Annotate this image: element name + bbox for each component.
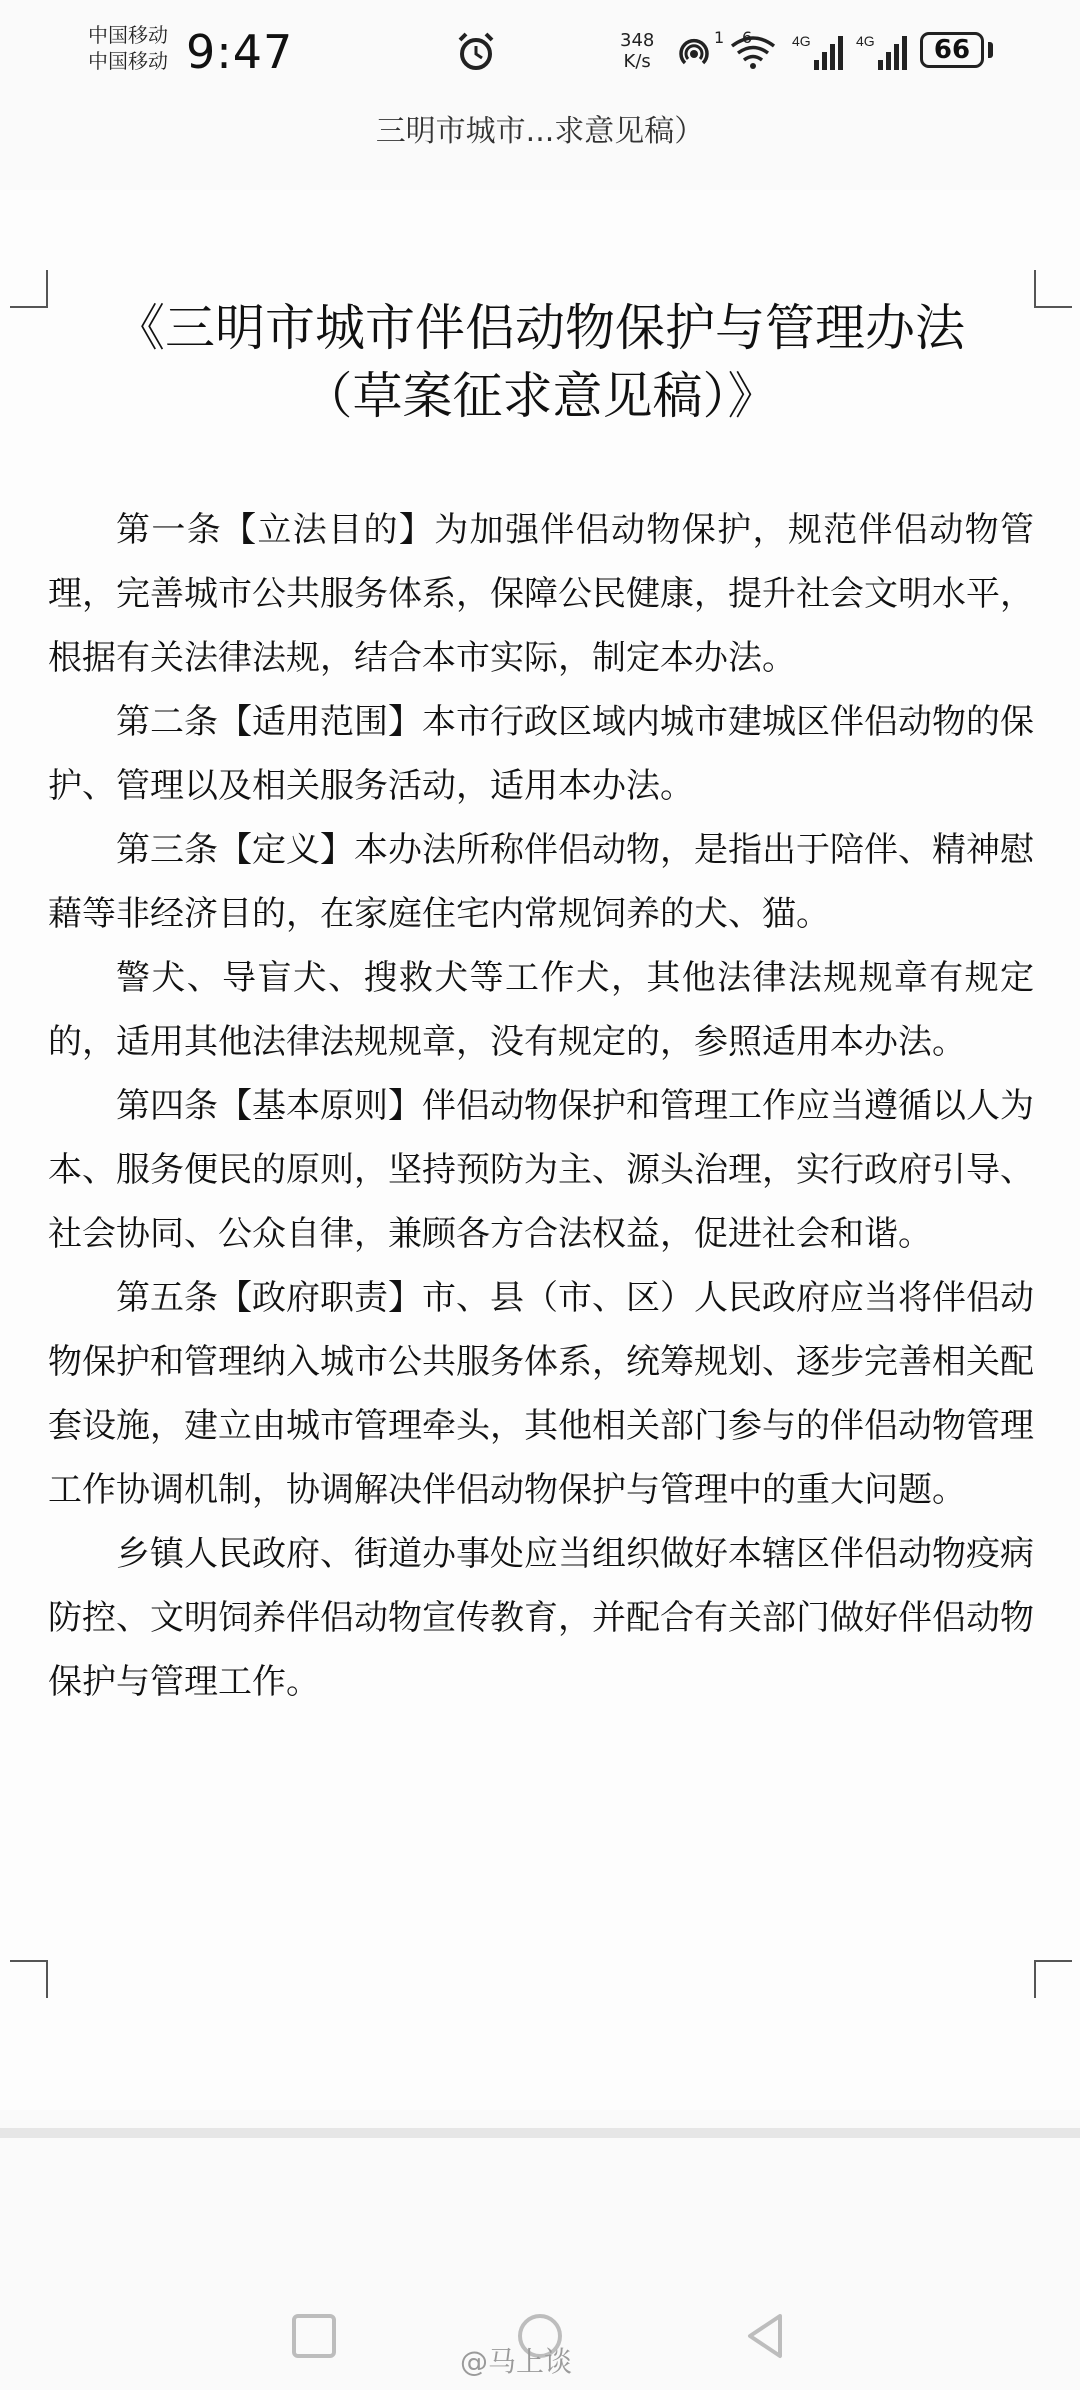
article-2: 第二条【适用范围】本市行政区域内城市建城区伴侣动物的保护、管理以及相关服务活动，适用本办法。: [48, 702, 1034, 806]
hotspot-icon: [674, 32, 714, 72]
back-icon[interactable]: [736, 2306, 796, 2366]
article-3: 第三条【定义】本办法所称伴侣动物，是指出于陪伴、精神慰藉等非经济目的，在家庭住宅内常规饲养的犬、猫。: [48, 830, 1034, 934]
signal-1: [792, 32, 848, 72]
alarm-icon: [454, 30, 498, 74]
signal-2-label: 4G: [856, 33, 875, 49]
network-speed-unit: K/s: [623, 51, 651, 72]
page-corner-bottom-right: [1034, 1960, 1072, 1998]
wifi-icon: [728, 34, 778, 70]
article-4: 第四条【基本原则】伴侣动物保护和管理工作应当遵循以人为本、服务便民的原则，坚持预防为主、源头治理，实行政府引导、社会协同、公众自律，兼顾各方合法权益，促进社会和谐。: [48, 1086, 1034, 1254]
document-title-line-2: （草案征求意见稿）》: [302, 367, 778, 425]
clock: 9:47: [186, 25, 294, 79]
wifi-badge: 6: [742, 28, 753, 47]
hotspot-count: 1: [714, 28, 725, 47]
signal-1-label: 4G: [792, 33, 811, 49]
document-body: [48, 498, 1034, 1714]
status-bar: [0, 0, 1080, 100]
carrier-2: 中国移动: [88, 49, 168, 73]
signal-icon: [856, 32, 912, 72]
battery-tip: [988, 42, 993, 58]
article-5-paragraph-2: 乡镇人民政府、街道办事处应当组织做好本辖区伴侣动物疫病防控、文明饲养伴侣动物宣传教育，并配合有关部门做好伴侣动物保护与管理工作。: [48, 1534, 1034, 1702]
signal-icon: [792, 32, 848, 72]
document-title: [40, 294, 1040, 430]
page-corner-bottom-left: [10, 1960, 48, 1998]
battery-icon: 66: [920, 32, 984, 68]
signal-2: [856, 32, 912, 72]
article-1: 第一条【立法目的】为加强伴侣动物保护，规范伴侣动物管理，完善城市公共服务体系，保障公民健康，提升社会文明水平，根据有关法律法规，结合本市实际，制定本办法。: [48, 510, 1034, 678]
network-speed-value: 348: [620, 30, 655, 51]
carrier-1: 中国移动: [88, 23, 168, 47]
document-header-title: 三明市城市...求意见稿）: [375, 114, 705, 149]
article-3-paragraph-2: 警犬、导盲犬、搜救犬等工作犬，其他法律法规规章有规定的，适用其他法律法规规章，没有规定的，参照适用本办法。: [48, 958, 1034, 1062]
carrier-labels: [88, 22, 168, 74]
network-speed: [620, 30, 654, 72]
document-title-line-1: 《三明市城市伴侣动物保护与管理办法: [115, 299, 965, 357]
article-5: 第五条【政府职责】市、县（市、区）人民政府应当将伴侣动物保护和管理纳入城市公共服务体系，统筹规划、逐步完善相关配套设施，建立由城市管理牵头，其他相关部门参与的伴侣动物管理工作协调机制，协调解决伴侣动物保护与管理中的重大问题。: [48, 1278, 1034, 1510]
watermark: @马上谈: [460, 2345, 573, 2378]
document-page[interactable]: [0, 190, 1080, 2110]
page-divider: [0, 2128, 1080, 2138]
recent-apps-icon[interactable]: [284, 2306, 344, 2366]
